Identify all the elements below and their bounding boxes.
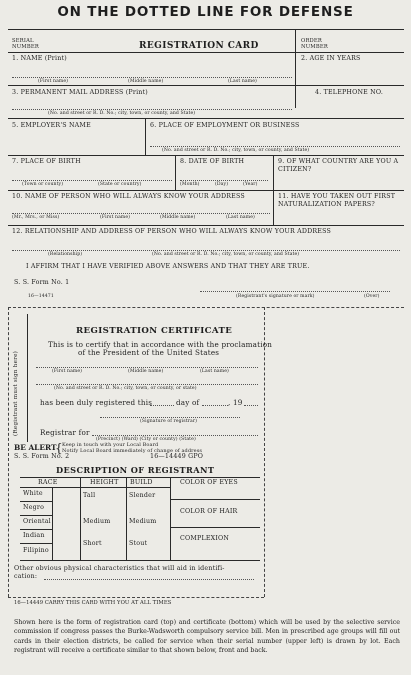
name-middle-sub: (Middle name) [128, 79, 164, 84]
card-form-number: S. S. Form No. 1 [14, 279, 70, 286]
registrar-signature-line [100, 417, 240, 418]
contact-first-sub: (First name) [100, 215, 131, 220]
height-medium: Medium [83, 518, 111, 525]
cert-last-sub: (Last name) [200, 369, 229, 374]
cert-middle-sub: (Middle name) [128, 369, 164, 374]
row-5-border [8, 190, 404, 191]
caption-paragraph: Shown here is the form of registration card (top) and certificate (bottom) which will be used by the selective service commission if congress passes the Burke-Wadsworth compulsory service bill. Men in prescribed age groups will fill out cards in their election districts, be called for service when their serial number (upper left) is drawn by lot. Each registrant will receive a certificate similar to that shown below, front and back. [14, 619, 400, 655]
birth-state-sub: (State or country) [98, 182, 142, 187]
registrar-signature-sub: (Signature of registrar) [140, 419, 198, 424]
relationship-line [12, 250, 400, 251]
field-age-label: 2. AGE IN YEARS [301, 55, 361, 62]
cert-address-line [36, 384, 258, 385]
field-name-label: 1. NAME (Print) [12, 55, 67, 62]
col-hair-header: COLOR OF HAIR [180, 508, 238, 515]
employment-line [150, 146, 400, 147]
certificate-bottom-cut [8, 597, 264, 598]
day-of-text: day of [176, 398, 200, 407]
name-line [12, 77, 292, 78]
race-row-4-rule [20, 543, 52, 544]
card-right-divider [295, 30, 296, 108]
affirmation-text: I AFFIRM THAT I HAVE VERIFIED ABOVE ANSWERS AND THAT THEY ARE TRUE. [26, 263, 310, 270]
address-sub: (No. and street or R. D. No.; city, town, or county, and State) [48, 111, 196, 116]
desc-col-2-border [80, 477, 81, 560]
race-row-1-rule [20, 501, 52, 502]
birth-town-sub: (Town or county) [22, 182, 64, 187]
certify-line-2: of the President of the United States [78, 348, 220, 357]
field-citizen-label: 9. OF WHAT COUNTRY ARE YOU A CITIZEN? [278, 158, 399, 173]
month-line [202, 405, 228, 406]
field-relationship-label: 12. RELATIONSHIP AND ADDRESS OF PERSON WHO WILL ALWAYS KNOW YOUR ADDRESS [12, 228, 332, 235]
field-birthplace-label: 7. PLACE OF BIRTH [12, 158, 81, 165]
name-first-sub: (First name) [38, 79, 69, 84]
race-oriental: Oriental [23, 518, 51, 525]
certificate-right-cut [264, 307, 265, 597]
registrant-sign-side-text: (Registrant must sign here) [13, 350, 19, 436]
certificate-top-cut [8, 307, 404, 308]
cert-form-number: S. S. Form No. 2 [14, 453, 70, 460]
race-filipino: Filipino [23, 547, 49, 554]
height-tall: Tall [83, 492, 96, 499]
col-height-header: HEIGHT [90, 479, 119, 486]
description-title: DESCRIPTION OF REGISTRANT [56, 465, 215, 475]
height-short: Short [83, 540, 102, 547]
race-row-2-rule [20, 515, 52, 516]
col-complexion-header: COMPLEXION [180, 535, 230, 542]
signature-strip-border [27, 314, 28, 442]
date-year-sub: (Year) [243, 182, 258, 187]
hb-header-rule [80, 487, 170, 488]
build-medium: Medium [129, 518, 157, 525]
desc-top-rule [20, 477, 260, 478]
field-address-label: 3. PERMANENT MAIL ADDRESS (Print) [12, 89, 148, 96]
cert-name-line [36, 367, 258, 368]
birth-divider-1 [175, 155, 176, 190]
registrar-for-text: Registrar for [40, 428, 90, 437]
desc-col-1-border [52, 487, 53, 560]
build-stout: Stout [129, 540, 148, 547]
order-number-label: ORDER NUMBER [301, 38, 328, 50]
year-text: , 19 [228, 398, 243, 407]
row-4-border [8, 155, 404, 156]
card-gpo-number: 16—14471 [28, 294, 54, 299]
precinct-sub: (Precinct) (Ward) (City or county) (State) [96, 437, 196, 442]
field-telephone-label: 4. TELEPHONE NO. [315, 89, 384, 96]
col-build-header: BUILD [130, 479, 153, 486]
birthdate-line [180, 180, 268, 181]
desc-bottom-rule [20, 560, 260, 561]
field-naturalization-label: 11. HAVE YOU TAKEN OUT FIRST NATURALIZATION PAPERS? [278, 193, 396, 208]
card-top-border [8, 29, 404, 30]
other-characteristics-text: Other obvious physical characteristics that will aid in identifi- [14, 565, 225, 572]
cert-address-sub: (No. and street or R. D. No.; city, town, or county, or state) [54, 386, 197, 391]
other-characteristics-line [44, 579, 254, 580]
desc-col-3-border [126, 477, 127, 560]
certificate-left-cut [8, 307, 9, 597]
date-day-sub: (Day) [215, 182, 229, 187]
be-alert-label: BE ALERT [14, 443, 57, 452]
over-note: (Over) [364, 294, 380, 299]
birthplace-line [12, 180, 172, 181]
col-race-header: RACE [38, 479, 58, 486]
race-indian: Indian [23, 532, 45, 539]
check-col-top-rule [52, 487, 80, 488]
notify-text: Notify Local Board immediately of change of address [62, 448, 203, 454]
address-line [12, 109, 292, 110]
brace-glyph: { [55, 441, 63, 455]
signature-sub: (Registrant's signature or mark) [236, 294, 315, 299]
birth-divider-2 [273, 155, 274, 190]
field-birthdate-label: 8. DATE OF BIRTH [180, 158, 245, 165]
race-white: White [23, 490, 43, 497]
row-1-border [8, 52, 404, 53]
field-contact-name-label: 10. NAME OF PERSON WHO WILL ALWAYS KNOW YOUR ADDRESS [12, 193, 245, 200]
employment-sub: (No. and street or R. D. No.; city, town, or county, and State) [162, 148, 310, 153]
headline: ON THE DOTTED LINE FOR DEFENSE [57, 4, 354, 20]
relationship-sub: (Relationship) [48, 252, 83, 257]
contact-title-sub: (Mr., Mrs., or Miss) [12, 215, 60, 220]
day-line [150, 405, 174, 406]
date-month-sub: (Month) [180, 182, 200, 187]
contact-middle-sub: (Middle name) [160, 215, 196, 220]
contact-last-sub: (Last name) [226, 215, 255, 220]
race-row-3-rule [20, 529, 52, 530]
contact-line [12, 213, 270, 214]
relationship-address-sub: (No. and street or R. D. No.; city, town, or county, and State) [152, 252, 300, 257]
year-line [244, 405, 258, 406]
cert-gpo-number: 16—14449 GPO [150, 453, 204, 460]
col-eyes-header: COLOR OF EYES [180, 479, 238, 486]
cert-first-sub: (First name) [52, 369, 83, 374]
row-6-border [8, 225, 404, 226]
registrar-for-line [92, 435, 258, 436]
certify-line-1: This is to certify that in accordance with the proclamation [48, 340, 273, 349]
row-3-border [8, 118, 404, 119]
contact-divider [273, 190, 274, 225]
eyes-rule [170, 499, 260, 500]
keep-touch-text: Keep in touch with your Local Board [62, 442, 159, 448]
race-negro: Negro [23, 504, 45, 511]
card-title: REGISTRATION CARD [139, 41, 259, 51]
description-table [20, 477, 260, 561]
signature-line [200, 291, 390, 292]
carry-card-notice: 16—14449 CARRY THIS CARD WITH YOU AT ALL TIMES [14, 600, 172, 606]
hair-rule [170, 527, 260, 528]
other-characteristics-text-2: cation: [14, 573, 38, 580]
certificate-title: REGISTRATION CERTIFICATE [76, 326, 233, 336]
serial-number-label: SERIAL NUMBER [12, 38, 39, 50]
name-last-sub: (Last name) [228, 79, 257, 84]
field-employment-place-label: 6. PLACE OF EMPLOYMENT OR BUSINESS [150, 122, 300, 129]
desc-col-4-border [170, 477, 171, 560]
duly-registered-text: has been duly registered this [40, 398, 153, 407]
employer-divider [145, 118, 146, 155]
field-employer-label: 5. EMPLOYER'S NAME [12, 122, 91, 129]
row-2-border [8, 85, 404, 86]
build-slender: Slender [129, 492, 156, 499]
